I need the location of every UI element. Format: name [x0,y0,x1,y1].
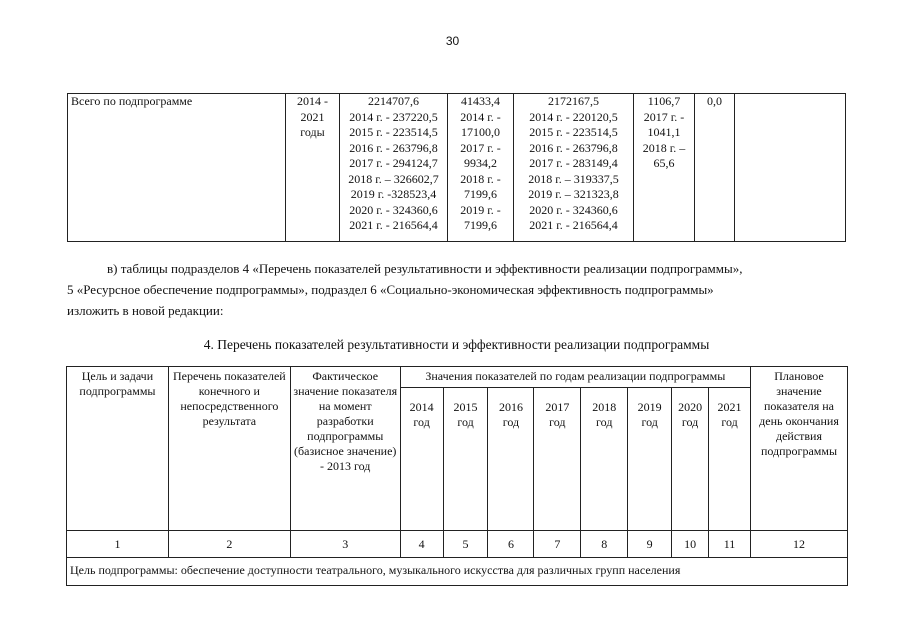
page-number: 30 [445,34,460,48]
year-value: 2019 [637,400,662,414]
paragraph-line-3: изложить в новой редакции: [67,303,224,318]
cell-line: 2018 г. – [642,140,686,155]
cell-line: 2019 г. - [460,202,501,217]
cell-line: 2018 г. – 326602,7 [348,171,439,186]
cell-line: 2014 - [297,94,328,108]
cell-line: 2017 г. - [460,140,501,155]
table-row [67,531,848,558]
year-value: 2017 [545,400,570,414]
cell-line: 2017 г. - [643,109,685,124]
year-unit: год [681,415,699,429]
year-value: 2014 [409,400,434,414]
cell-line: 2016 г. - 263796,8 [349,140,438,155]
paragraph-line-2: 5 «Ресурсное обеспечение подпрограммы», подраздел 6 «Социально-экономическая эффективность подпрограммы» [67,282,714,297]
header-indicators: Перечень показателей конечного и непосредственного результата [168,367,290,531]
cell-line: 2018 г. – 319337,5 [528,171,619,186]
year-unit: год [641,415,658,429]
regional-funding-cell [514,94,634,242]
paragraph-line-1: в) таблицы подразделов 4 «Перечень показателей результативности и эффективности реализации подпрограммы», [107,261,743,276]
year-unit: год [721,415,738,429]
total-funding-cell [340,94,448,242]
header-goal: Цель и задачи подпрограммы [67,367,169,531]
year-value: 2015 [453,400,478,414]
cell-line: 1041,1 [647,125,681,139]
cell-line: 2016 г. - 263796,8 [529,140,618,155]
year-header-2018 [581,388,628,531]
column-number: 1 [67,531,169,558]
cell-line: 7199,6 [464,218,497,232]
column-number: 10 [672,531,709,558]
year-header-2014 [400,388,443,531]
cell-line: 9934,2 [464,156,497,170]
cell-line: годы [300,125,325,139]
column-number: 12 [750,531,847,558]
year-unit: год [502,415,520,429]
year-unit: год [457,415,474,429]
cell-line: 2014 г. - 220120,5 [529,109,618,124]
cell-line: 2020 г. - 324360,6 [529,202,618,217]
column-number: 5 [443,531,488,558]
year-header-2016 [488,388,534,531]
empty-cell [735,94,846,242]
indicators-table [66,366,848,586]
column-number: 6 [488,531,534,558]
year-unit: год [413,415,430,429]
cell-line: 65,6 [653,156,675,170]
federal-funding-cell [448,94,514,242]
cell-line: 2021 г. - 216564,4 [529,218,618,232]
cell-line: 41433,4 [461,94,500,108]
cell-line: 2214707,6 [368,94,419,108]
year-header-2019 [628,388,672,531]
section-heading: 4. Перечень показателей результативности и эффективности реализации подпрограммы [203,337,710,352]
cell-line: 2021 [300,109,325,124]
local-funding-cell [634,94,695,242]
year-header-2015 [443,388,488,531]
cell-line: 1106,7 [647,94,681,108]
year-unit: год [596,415,613,429]
cell-line: 2015 г. - 223514,5 [529,125,618,139]
column-number: 4 [400,531,443,558]
year-unit: год [549,415,566,429]
header-planned-value: Плановое значение показателя на день окончания действия подпрограммы [750,367,847,531]
summary-funding-table [67,93,846,242]
column-number: 3 [290,531,400,558]
other-funding-cell: 0,0 [695,94,735,242]
cell-line: 2017 г. - 283149,4 [529,156,618,170]
cell-line: 2021 г. - 216564,4 [349,218,438,232]
cell-line: 2017 г. - 294124,7 [349,156,438,170]
column-number: 2 [168,531,290,558]
cell-line: 7199,6 [464,187,497,201]
table-row [68,94,846,242]
table-row [67,558,848,586]
year-header-2021 [709,388,751,531]
year-value: 2021 [717,400,742,414]
row-label: Всего по подпрограмме [68,94,286,242]
column-number: 9 [628,531,672,558]
cell-line: 2015 г. - 223514,5 [349,125,438,139]
year-value: 2020 [678,400,703,414]
period-cell [286,94,340,242]
year-value: 2018 [592,400,617,414]
header-values-by-year: Значения показателей по годам реализации подпрограммы [400,367,750,388]
goal-row: Цель подпрограммы: обеспечение доступности театрального, музыкального искусства для различных групп населения [67,558,848,586]
column-number: 7 [534,531,581,558]
cell-line: 2172167,5 [548,94,599,108]
year-header-2020 [672,388,709,531]
table-row [67,367,848,388]
cell-line: 17100,0 [461,125,500,139]
column-number: 11 [709,531,751,558]
cell-line: 2019 г. -328523,4 [350,187,437,201]
cell-line: 2014 г. - [460,109,501,124]
cell-line: 2014 г. - 237220,5 [349,109,438,124]
cell-line: 2018 г. - [460,171,501,186]
year-header-2017 [534,388,581,531]
column-number: 8 [581,531,628,558]
cell-line: 2020 г. - 324360,6 [349,202,438,217]
year-value: 2016 [498,400,523,414]
header-actual-value: Фактическое значение показателя на момент разработки подпрограммы (базисное значение) - 2013 год [290,367,400,531]
cell-line: 2019 г. – 321323,8 [528,187,619,201]
